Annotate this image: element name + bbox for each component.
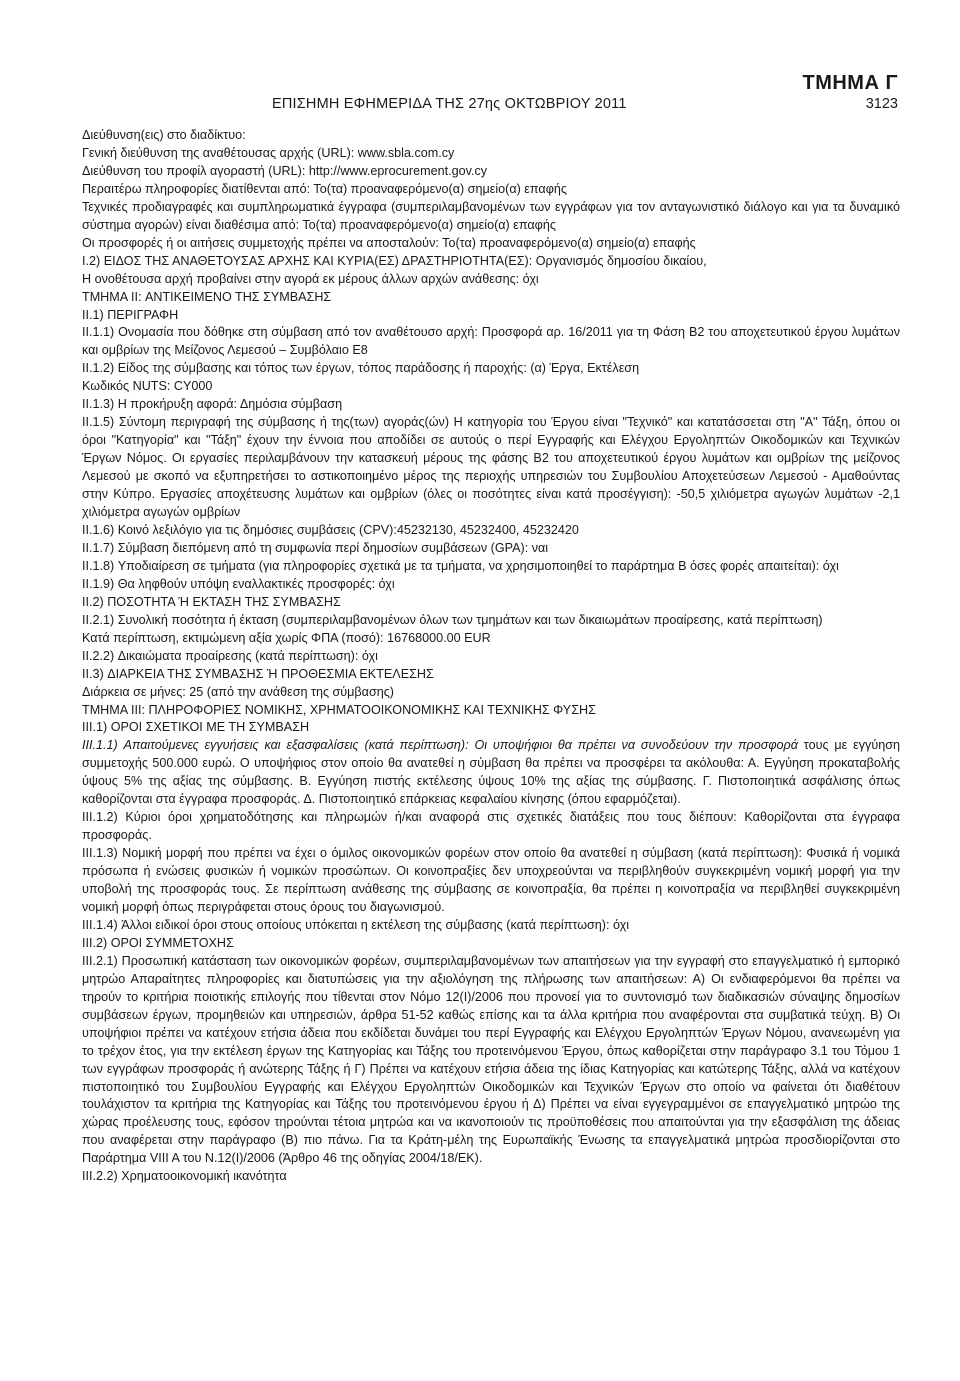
paragraph: III.1.4) Άλλοι ειδικοί όροι στους οποίους υπόκειται η εκτέλεση της σύμβασης (κατά περίπτωση): όχι (82, 917, 630, 932)
paragraph: II.1.5) Σύντομη περιγραφή της σύμβασης ή της(των) αγοράς(ών) Η κατηγορία του Έργου είναι "Τεχνικό" και κατατάσσεται στη "Α" Τάξη, όπου οι όροι "Κατηγορία" και "Τάξη" έχουν την έννοια που αποδίδει σε αυτούς ο περί Εγγραφής και Ελέγχου Εργοληπτών Οικοδομικών και Τεχνικών Έργων Νόμος. Οι εργασίες περιλαμβάνουν την κατασκευή μέρους της φάσης Β2 του αποχετευτικού έργου λυμάτων και ομβρίων της μείζονος Λεμεσού με σκοπό να εξυπηρετήσει το αστικοποιημένο μέρος της περιοχής υπηρεσιών του Συμβουλίου Αποχετεύσεων Λεμεσού - Αμαθούντας στην Κύπρο. Εργασίες αποχέτευσης λυμάτων και ομβρίων (όλες οι ποσότητες είναι κατά προσέγγιση): -50,5 χιλιόμετρα αγωγών λυμάτων -2,1 χιλιόμετρα αγωγών ομβρίων (82, 415, 900, 520)
italic-lead: III.1.1) Απαιτούμενες εγγυήσεις και εξασφαλίσεις (κατά περίπτωση): Οι υποψήφιοι θα πρέπει να συνοδεύουν την προσφορά (82, 738, 798, 753)
page-number: 3123 (865, 96, 898, 112)
paragraph: II.2.2) Δικαιώματα προαίρεσης (κατά περίπτωση): όχι (82, 648, 378, 663)
paragraph: III.1.3) Νομική μορφή που πρέπει να έχει ο όμιλος οικονομικών φορέων στον οποίο θα ανατεθεί η σύμβαση (κατά περίπτωση): Φυσικά ή νομικά πρόσωπα ή ενώσεις φυσικών ή νομικών προσώπων. Οι κοινοπραξίες δεν υποχρεούνται να περιβληθούν συγκεκριμένη νομική μορφή για την υποβολή της προσφοράς τους. Σε περίπτωση ανάθεσης της σύμβασης σε κοινοπραξία, θα πρέπει η κοινοπραξία να περιβληθεί συγκεκριμένη νομική μορφή όπως περιγράφεται στους όρους του διαγωνισμού. (82, 846, 900, 914)
paragraph: Περαιτέρω πληροφορίες διατίθενται από: Το(τα) προαναφερόμενο(α) σημείο(α) επαφής (82, 181, 567, 196)
heading: II.2) ΠΟΣΟΤΗΤΑ Ή ΕΚΤΑΣΗ ΤΗΣ ΣΥΜΒΑΣΗΣ (82, 594, 341, 609)
page-header (82, 72, 898, 120)
paragraph: II.1.6) Κοινό λεξιλόγιο για τις δημόσιες συμβάσεις (CPV):45232130, 45232400, 45232420 (82, 522, 579, 537)
paragraph: II.2.1) Συνολική ποσότητα ή έκταση (συμπεριλαμβανομένων όλων των τμημάτων και των δικαιωμάτων προαίρεσης, κατά περίπτωση) (82, 612, 823, 627)
paragraph: II.1.7) Σύμβαση διεπόμενη από τη συμφωνία περί δημοσίων συμβάσεων (GPA): ναι (82, 540, 549, 555)
paragraph: III.2.1) Προσωπική κατάσταση των οικονομικών φορέων, συμπεριλαμβανομένων των απαιτήσεων για την εγγραφή στο επαγγελματικό ή εμπορικό μητρώο Απαραίτητες πληροφορίες και διατυπώσεις για την αξιολόγηση της πλήρωσης των απαιτήσεων: Α) Οι ενδιαφερόμενοι θα πρέπει να τηρούν το κριτήρια ποιοτικής επιλογής που τίθενται στον Νόμο 12(I)/2006 που προνοεί για το συντονισμό των διαδικασιών σύναψης δημοσίων συμβάσεων έργων, προμηθειών και υπηρεσιών, άρθρα 51-52 καθώς επίσης και τα άλλα κριτήρια που αναφέρονται στα συμβατικά τεύχη. Β) Οι υποψήφιοι πρέπει να κατέχουν ετήσια άδεια που εκδίδεται δυνάμει του περί Εγγραφής και Ελέγχου Εργοληπτών Έργων Νόμου, ανανεωμένη για το τρέχον έτος, για την εκτέλεση έργων της Κατηγορίας και Τάξης του προτεινόμενου Έργου, όπως καθορίζεται στην παράγραφο 3.1 του Τόμου 1 των εγγράφων προσφοράς ή ανώτερης Τάξης ή Γ) Πρέπει να κατέχουν ετήσια άδεια της ίδιας Κατηγορίας και κατώτερης Τάξης, αλλά να κατέχουν πιστοποιητικό του Συμβουλίου Εγγραφής και Ελέγχου Εργοληπτών Οικοδομικών και Τεχνικών Έργων στο οποίο να φαίνεται ότι διαθέτουν τουλάχιστον τα κριτήρια της Κατηγορίας και Τάξης του προτεινόμενου έργου ή Δ) Πρέπει να είναι εγγεγραμμένοι σε επαγγελματικό μητρώο της χώρας προέλευσης τους, εφόσον τηρούνται τέτοια μητρώα και να ικανοποιούν τις προϋποθέσεις που απαιτούνται για την εξασφάλιση της άδειας που αναφέρεται στην παράγραφο (Β) πιο πάνω. Για τα Κράτη-μέλη της Ευρωπαϊκής Ένωσης τα επαγγελματικά μητρώα προσδιορίζονται στο Παράρτημα VIII A του N.12(I)/2006 (Άρθρο 46 της οδηγίας 2004/18/ΕΚ). (82, 953, 900, 1166)
paragraph: Οι προσφορές ή οι αιτήσεις συμμετοχής πρέπει να αποσταλούν: Το(τα) προαναφερόμενο(α) σημείο(α) επαφής (82, 235, 696, 250)
running-title: ΕΠΙΣΗΜΗ ΕΦΗΜΕΡΙΔΑ ΤΗΣ 27ης ΟΚΤΩΒΡΙΟΥ 2011 (272, 96, 627, 112)
heading: I.2) ΕΙΔΟΣ ΤΗΣ ΑΝΑΘΕΤΟΥΣΑΣ ΑΡΧΗΣ ΚΑΙ ΚΥΡΙΑ(ΕΣ) ΔΡΑΣΤΗΡΙΟΤΗΤΑ(ΕΣ): Οργανισμός δημοσίου δικαίου, (82, 253, 707, 268)
paragraph: II.1.8) Υποδιαίρεση σε τμήματα (για πληροφορίες σχετικά με τα τμήματα, να χρησιμοποιηθεί το παράρτημα Β όσες φορές απαιτείται): όχι (82, 558, 839, 573)
paragraph: II.1.3) Η προκήρυξη αφορά: Δημόσια σύμβαση (82, 397, 343, 412)
paragraph: Διεύθυνση(εις) στο διαδίκτυο: (82, 128, 246, 142)
paragraph: II.1.2) Είδος της σύμβασης και τόπος των έργων, τόπος παράδοσης ή παροχής: (α) Έργα, Εκτέλεση (82, 361, 640, 376)
paragraph-rest: τους με εγγύηση συμμετοχής 500.000 ευρώ. Ο υποψήφιος στον οποίο θα ανατεθεί η σύμβαση θα πρέπει να προσφέρει τα ακόλουθα: Α. Εγγύηση προκαταβολής ύψους 5% της αξίας της σύμβασης. Β. Εγγύηση πιστής εκτέλεσης ύψους 10% της αξίας της σύμβασης. Γ. Πιστοποιητικά ασφάλισης όπως καθορίζονται στα έγγραφα προσφοράς. Δ. Πιστοποιητικό επάρκειας κεφαλαίου κίνησης (όπου εφαρμόζεται). (82, 738, 900, 807)
paragraph: Κωδικός NUTS: CY000 (82, 379, 213, 394)
paragraph: II.1.9) Θα ληφθούν υπόψη εναλλακτικές προσφορές: όχι (82, 576, 395, 591)
heading: III.1) ΟΡΟΙ ΣΧΕΤΙΚΟΙ ΜΕ ΤΗ ΣΥΜΒΑΣΗ (82, 720, 310, 735)
heading: II.3) ΔΙΑΡΚΕΙΑ ΤΗΣ ΣΥΜΒΑΣΗΣ Ή ΠΡΟΘΕΣΜΙΑ ΕΚΤΕΛΕΣΗΣ (82, 666, 434, 681)
document-body (82, 127, 900, 1186)
section-mark: ΤΜΗΜΑ Γ (802, 72, 898, 94)
heading: III.2) ΟΡΟΙ ΣΥΜΜΕΤΟΧΗΣ (82, 935, 234, 950)
paragraph: II.1.1) Ονομασία που δόθηκε στη σύμβαση από τον αναθέτουσο αρχή: Προσφορά αρ. 16/2011 για τη Φάση Β2 του αποχετευτικού έργου λυμάτων και ομβρίων της Μείζονος Λεμεσού – Συμβόλαιο Ε8 (82, 325, 900, 358)
paragraph: Τεχνικές προδιαγραφές και συμπληρωματικά έγγραφα (συμπεριλαμβανομένων των εγγράφων για τον ανταγωνιστικό διάλογο και για τα δυναμικό σύστημα αγορών) είναι διαθέσιμα από: Το(τα) προαναφερόμενο(α) σημείο(α) επαφής (82, 199, 900, 232)
paragraph: Διάρκεια σε μήνες: 25 (από την ανάθεση της σύμβασης) (82, 684, 394, 699)
heading: II.1) ΠΕΡΙΓΡΑΦΗ (82, 307, 179, 322)
paragraph: Διεύθυνση του προφίλ αγοραστή (URL): http://www.eprocurement.gov.cy (82, 163, 488, 178)
section-heading: ΤΜΗΜΑ III: ΠΛΗΡΟΦΟΡΙΕΣ ΝΟΜΙΚΗΣ, ΧΡΗΜΑΤΟΟΙΚΟΝΟΜΙΚΗΣ ΚΑΙ ΤΕΧΝΙΚΗΣ ΦΥΣΗΣ (82, 702, 596, 717)
paragraph: Γενική διεύθυνση της αναθέτουσας αρχής (URL): www.sbla.com.cy (82, 145, 455, 160)
section-heading: ΤΜΗΜΑ II: ΑΝΤΙΚΕΙΜΕΝΟ ΤΗΣ ΣΥΜΒΑΣΗΣ (82, 289, 332, 304)
paragraph (82, 737, 900, 809)
paragraph: Κατά περίπτωση, εκτιμώμενη αξία χωρίς ΦΠΑ (ποσό): 16768000.00 EUR (82, 630, 491, 645)
paragraph: III.2.2) Χρηματοοικονομική ικανότητα (82, 1169, 287, 1184)
paragraph: Η ονοθέτουσα αρχή προβαίνει στην αγορά εκ μέρους άλλων αρχών ανάθεσης: όχι (82, 271, 539, 286)
paragraph: III.1.2) Κύριοι όροι χρηματοδότησης και πληρωμών ή/και αναφορά στις σχετικές διατάξεις που τους διέπουν: Καθορίζονται στα έγγραφα προσφοράς. (82, 810, 900, 843)
